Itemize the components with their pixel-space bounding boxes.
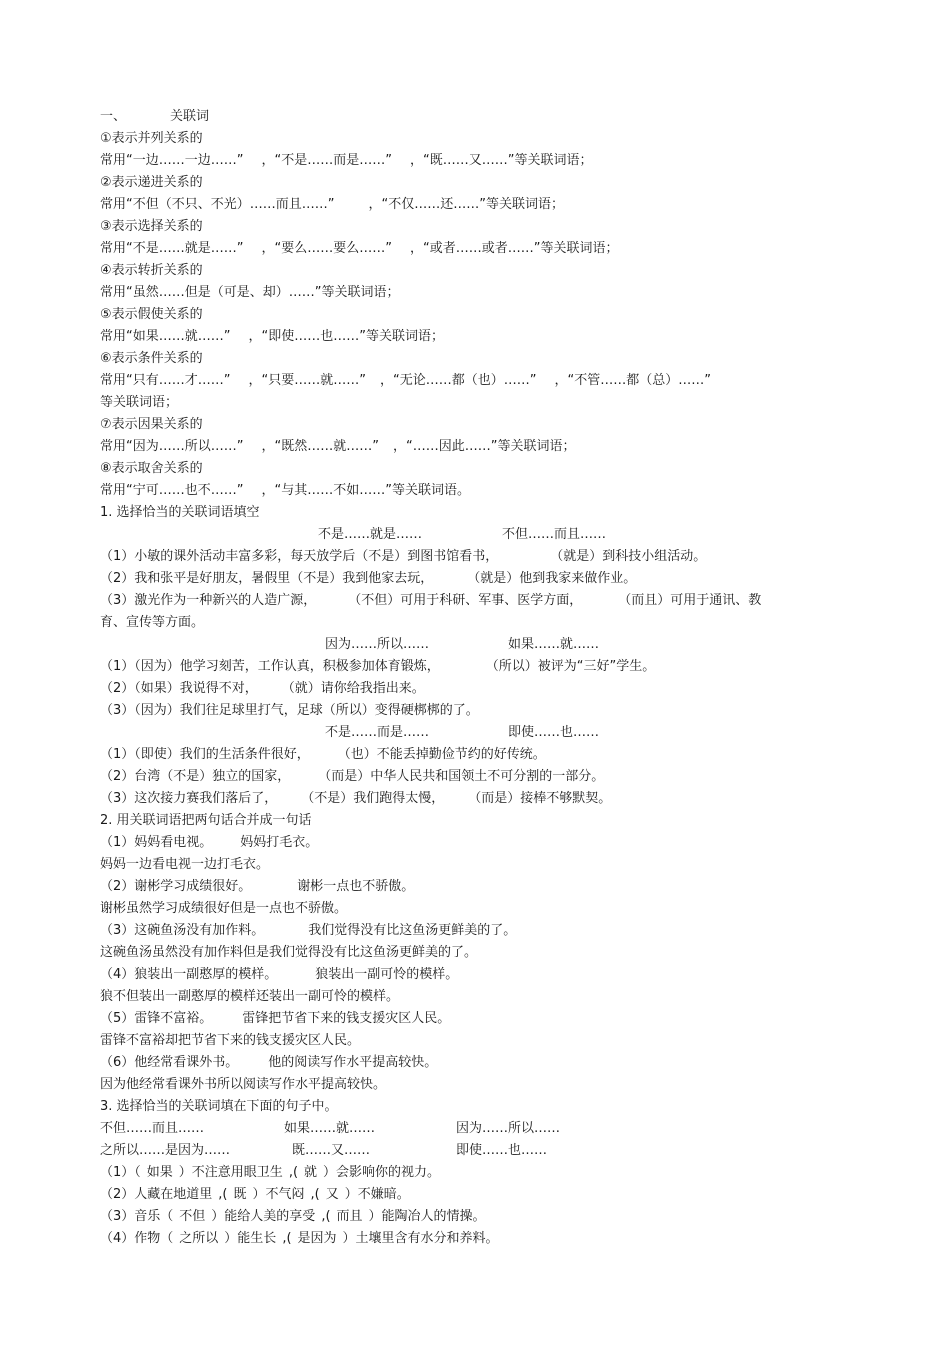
relation-heading: ①表示并列关系的 bbox=[100, 131, 203, 146]
option: 不是……就是…… bbox=[318, 527, 423, 542]
answer: 又 bbox=[325, 1187, 339, 1202]
question-line: （2）台湾（不是）独立的国家， （而是）中华人民共和国领土不可分割的一部分。 bbox=[100, 769, 605, 784]
answer-line: 因为他经常看课外书所以阅读写作水平提高较快。 bbox=[100, 1077, 387, 1092]
answer-line: 雷锋不富裕却把节省下来的钱支援灾区人民。 bbox=[100, 1033, 361, 1048]
answer: 就 bbox=[304, 1165, 318, 1180]
question-line: （4）作物（ 之所以 ）能生长 ,( 是因为 ）土壤里含有水分和养料。 bbox=[100, 1228, 840, 1250]
answer: 而且 bbox=[336, 1209, 363, 1224]
relation-line: 常用“因为……所以……” ，“既然……就……” ，“……因此……”等关联词语； bbox=[100, 439, 576, 454]
option-row bbox=[100, 634, 840, 656]
exercise-2-title: 2. 用关联词语把两句话合并成一句话 bbox=[100, 813, 312, 828]
relation-heading: ⑤表示假使关系的 bbox=[100, 307, 203, 322]
relation-line: 常用“宁可……也不……” ，“与其……不如……”等关联词语。 bbox=[100, 483, 470, 498]
question-line: （1）妈妈看电视。 妈妈打毛衣。 bbox=[100, 835, 319, 850]
option: 因为……所以…… bbox=[456, 1121, 561, 1136]
answer: 是因为 bbox=[297, 1231, 337, 1246]
option: 不但……而且…… bbox=[100, 1121, 205, 1136]
relation-heading: ③表示选择关系的 bbox=[100, 219, 203, 234]
section-title bbox=[100, 106, 840, 128]
question-line: （3）这碗鱼汤没有加作料。 我们觉得没有比这鱼汤更鲜美的了。 bbox=[100, 923, 517, 938]
relation-line: 常用“虽然……但是（可是、却）……”等关联词语； bbox=[100, 285, 400, 300]
option: 即使……也…… bbox=[456, 1143, 548, 1158]
question-line: 育、宣传等方面。 bbox=[100, 615, 205, 630]
question-line: （2）人藏在地道里 ,( 既 ）不气闷 ,( 又 ）不嫌暗。 bbox=[100, 1184, 840, 1206]
answer: 既 bbox=[233, 1187, 247, 1202]
relation-line: 常用“只有……才……” ，“只要……就……” ，“无论……都（也）……” ，“不管……都（总）……” bbox=[100, 373, 711, 388]
option: 之所以……是因为…… bbox=[100, 1143, 231, 1158]
answer-line: 狼不但装出一副憨厚的模样还装出一副可怜的模样。 bbox=[100, 989, 400, 1004]
answer: 之所以 bbox=[179, 1231, 219, 1246]
option: 既……又…… bbox=[292, 1143, 371, 1158]
question-line: （3）激光作为一种新兴的人造广源， （不但）可用于科研、军事、医学方面， （而且）可用于通讯、教 bbox=[100, 593, 762, 608]
question-line: （3）这次接力赛我们落后了， （不是）我们跑得太慢， （而是）接棒不够默契。 bbox=[100, 791, 612, 806]
relation-line-continued: 等关联词语； bbox=[100, 395, 179, 410]
exercise-3-title: 3. 选择恰当的关联词填在下面的句子中。 bbox=[100, 1099, 338, 1114]
option-row bbox=[100, 722, 840, 744]
relation-line: 常用“不但（不只、不光）……而且……” ，“不仅……还……”等关联词语； bbox=[100, 197, 564, 212]
exercise-1-title: 1. 选择恰当的关联词语填空 bbox=[100, 505, 260, 520]
relation-heading: ②表示递进关系的 bbox=[100, 175, 203, 190]
option: 不是……而是…… bbox=[325, 725, 430, 740]
option-row bbox=[100, 524, 840, 546]
section-heading: 关联词 bbox=[170, 109, 210, 124]
question-line: （1）（即使）我们的生活条件很好， （也）不能丢掉勤俭节约的好传统。 bbox=[100, 747, 546, 762]
option: 不但……而且…… bbox=[502, 527, 607, 542]
question-line: （2）（如果）我说得不对， （就）请你给我指出来。 bbox=[100, 681, 425, 696]
answer: 如果 bbox=[146, 1165, 173, 1180]
question-line: （5）雷锋不富裕。 雷锋把节省下来的钱支援灾区人民。 bbox=[100, 1011, 451, 1026]
relation-line: 常用“如果……就……” ，“即使……也……”等关联词语； bbox=[100, 329, 444, 344]
question-line: （1）（ 如果 ）不注意用眼卫生 ,( 就 ）会影响你的视力。 bbox=[100, 1162, 840, 1184]
question-line: （2）我和张平是好朋友，暑假里（不是）我到他家去玩， （就是）他到我家来做作业。 bbox=[100, 571, 637, 586]
option-row bbox=[100, 1118, 840, 1140]
relation-heading: ⑦表示因果关系的 bbox=[100, 417, 203, 432]
question-line: （1）（因为）他学习刻苦，工作认真，积极参加体育锻炼， （所以）被评为“三好”学生。 bbox=[100, 659, 656, 674]
question-line: （3）（因为）我们往足球里打气，足球（所以）变得硬梆梆的了。 bbox=[100, 703, 479, 718]
option: 如果……就…… bbox=[284, 1121, 376, 1136]
relation-heading: ⑧表示取舍关系的 bbox=[100, 461, 203, 476]
question-line: （3）音乐（ 不但 ）能给人美的享受 ,( 而且 ）能陶冶人的情操。 bbox=[100, 1206, 840, 1228]
question-line: （4）狼装出一副憨厚的模样。 狼装出一副可怜的模样。 bbox=[100, 967, 459, 982]
answer-line: 谢彬虽然学习成绩很好但是一点也不骄傲。 bbox=[100, 901, 348, 916]
option: 因为……所以…… bbox=[325, 637, 430, 652]
section-number: 一、 bbox=[100, 109, 127, 124]
question-line: （2）谢彬学习成绩很好。 谢彬一点也不骄傲。 bbox=[100, 879, 415, 894]
relation-heading: ④表示转折关系的 bbox=[100, 263, 203, 278]
question-line: （6）他经常看课外书。 他的阅读写作水平提高较快。 bbox=[100, 1055, 438, 1070]
answer-line: 这碗鱼汤虽然没有加作料但是我们觉得没有比这鱼汤更鲜美的了。 bbox=[100, 945, 478, 960]
answer: 不但 bbox=[179, 1209, 206, 1224]
relation-heading: ⑥表示条件关系的 bbox=[100, 351, 203, 366]
question-line: （1）小敏的课外活动丰富多彩，每天放学后（不是）到图书馆看书， （就是）到科技小组活动。 bbox=[100, 549, 707, 564]
option: 如果……就…… bbox=[508, 637, 600, 652]
worksheet-page bbox=[100, 106, 840, 1250]
answer-line: 妈妈一边看电视一边打毛衣。 bbox=[100, 857, 270, 872]
option-row bbox=[100, 1140, 840, 1162]
option: 即使……也…… bbox=[508, 725, 600, 740]
relation-line: 常用“一边……一边……” ，“不是……而是……” ，“既……又……”等关联词语； bbox=[100, 153, 593, 168]
relation-line: 常用“不是……就是……” ，“要么……要么……” ，“或者……或者……”等关联词语； bbox=[100, 241, 619, 256]
